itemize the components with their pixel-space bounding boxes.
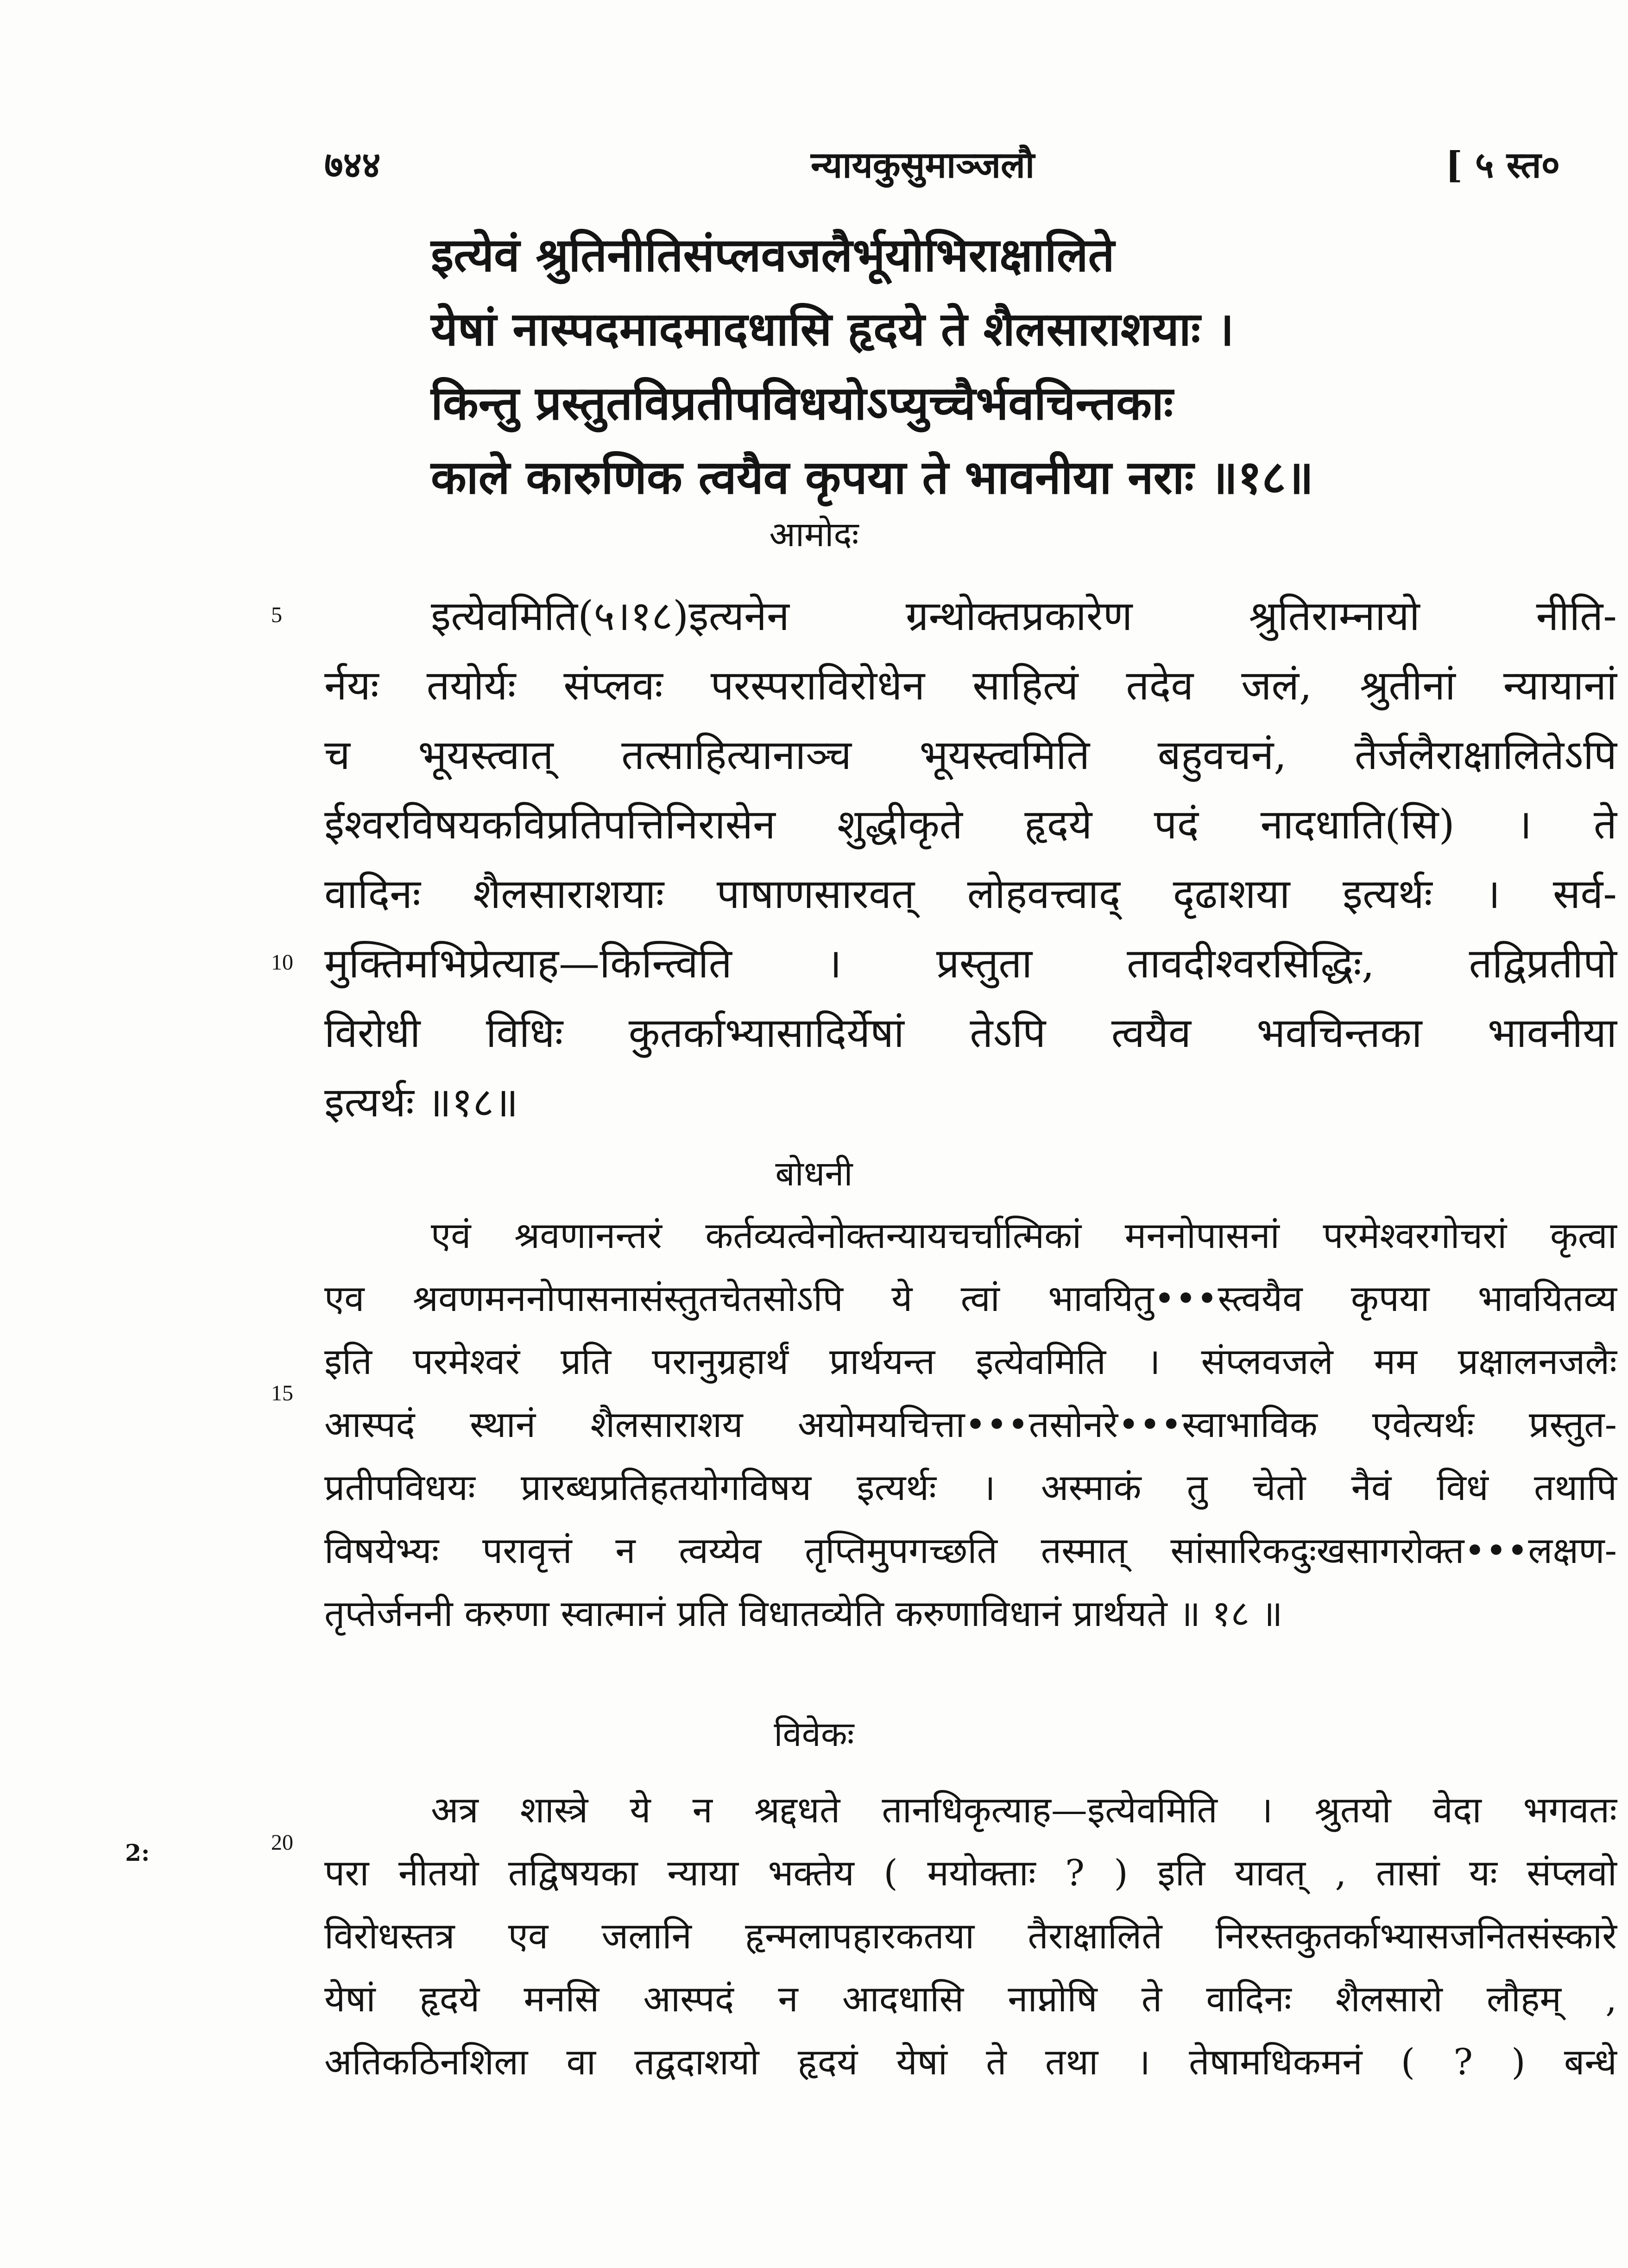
text-line: इत्यर्थः ॥१८॥: [324, 1078, 518, 1126]
line-number: 5: [271, 603, 282, 627]
text-line: ईश्वरविषयकविप्रतिपत्तिनिरासेन शुद्धीकृते हृदये पदं नादधाति(सि) । ते: [324, 800, 1617, 848]
text-line: आस्पदं स्थानं शैलसाराशय अयोमयचित्ता•••तसोनरे•••स्वाभाविक एवेत्यर्थः प्रस्तुत-: [324, 1404, 1617, 1446]
line-number: 15: [271, 1381, 293, 1405]
commentary-viveka: [324, 1779, 1617, 2094]
text-line: एवं श्रवणानन्तरं कर्तव्यत्वेनोक्तन्यायचर्चात्मिकां मननोपासनां परमेश्वरगोचरां कृत्वा: [431, 1215, 1617, 1257]
section-marker: [ ५ स्त०: [1445, 144, 1560, 186]
verse-block: [431, 218, 1561, 514]
text-line: विषयेभ्यः परावृत्तं न त्वय्येव तृप्तिमुपगच्छति तस्मात् सांसारिकदुःखसागरोक्त•••लक्षण-: [324, 1530, 1617, 1572]
text-line: च भूयस्त्वात् तत्साहित्यानाञ्च भूयस्त्वमिति बहुवचनं, तैर्जलैराक्षालितेऽपि: [324, 731, 1617, 779]
heading-bodhani: बोधनी: [775, 1154, 853, 1194]
heading-viveka: विवेकः: [774, 1714, 854, 1754]
text-line: इत्येवमिति(५।१८)इत्यनेन ग्रन्थोक्तप्रकारेण श्रुतिराम्नायो नीति-: [431, 592, 1617, 640]
verse-line: येषां नास्पदमादमादधासि हृदये ते शैलसाराशयाः ।: [431, 302, 1234, 356]
text-line: येषां हृदये मनसि आस्पदं न आदधासि नाप्नोषि ते वादिनः शैलसारो लौहम् ,: [324, 1978, 1617, 2020]
line-number: 20: [271, 1830, 293, 1855]
text-line: विरोधी विधिः कुतर्काभ्यासादिर्येषां तेऽपि त्वयैव भवचिन्तका भावनीया: [324, 1009, 1617, 1057]
commentary-bodhani: [324, 1204, 1617, 1645]
verse-line: किन्तु प्रस्तुतविप्रतीपविधयोऽप्युच्चैर्भवचिन्तकाः: [431, 376, 1174, 430]
line-number: 10: [271, 950, 293, 975]
commentary-amoda: [324, 581, 1617, 1137]
page-header: [324, 134, 1622, 204]
verse-line: इत्येवं श्रुतिनीतिसंप्लवजलैर्भूयोभिराक्षालिते: [431, 227, 1115, 282]
text-line: एव श्रवणमननोपासनासंस्तुतचेतसोऽपि ये त्वां भावयितु•••स्त्वयैव कृपया भावयितव्य: [324, 1278, 1617, 1320]
text-line: इति परमेश्वरं प्रति परानुग्रहार्थं प्रार्थयन्त इत्येवमिति । संप्लवजले मम प्रक्षालनजलैः: [324, 1341, 1617, 1383]
text-line: विरोधस्तत्र एव जलानि हृन्मलापहारकतया तैराक्षालिते निरस्तकुतर्काभ्यासजनितसंस्कारे: [324, 1915, 1617, 1957]
page-number: ७४४: [324, 144, 381, 186]
running-title: न्यायकुसुमाञ्जलौ: [811, 144, 1035, 186]
heading-amoda: आमोदः: [769, 515, 859, 554]
text-line: प्रतीपविधयः प्रारब्धप्रतिहतयोगविषय इत्यर्थः । अस्माकं तु चेतो नैवं विधं तथापि: [324, 1467, 1617, 1509]
text-line: तृप्तेर्जननी करुणा स्वात्मानं प्रति विधातव्येति करुणाविधानं प्रार्थयते ॥ १८ ॥: [324, 1593, 1283, 1635]
text-line: र्नयः तयोर्यः संप्लवः परस्पराविरोधेन साहित्यं तदेव जलं, श्रुतीनां न्यायानां: [324, 662, 1617, 709]
text-line: अत्र शास्त्रे ये न श्रद्दधते तानधिकृत्याह—इत्येवमिति । श्रुतयो वेदा भगवतः: [431, 1789, 1617, 1831]
margin-mark: 2:: [125, 1839, 150, 1866]
text-line: अतिकठिनशिला वा तद्वदाशयो हृदयं येषां ते तथा । तेषामधिकमनं ( ? ) बन्धे: [324, 2041, 1617, 2083]
text-line: मुक्तिमभिप्रेत्याह—किन्त्विति । प्रस्तुता तावदीश्वरसिद्धिः, तद्विप्रतीपो: [324, 939, 1617, 987]
verse-line: काले कारुणिक त्वयैव कृपया ते भावनीया नराः ॥१८॥: [431, 450, 1314, 504]
text-line: परा नीतयो तद्विषयका न्याया भक्तेय ( मयोक्ताः ? ) इति यावत् , तासां यः संप्लवो: [324, 1852, 1617, 1894]
text-line: वादिनः शैलसाराशयाः पाषाणसारवत् लोहवत्त्वाद् दृढाशया इत्यर्थः । सर्व-: [324, 870, 1617, 918]
